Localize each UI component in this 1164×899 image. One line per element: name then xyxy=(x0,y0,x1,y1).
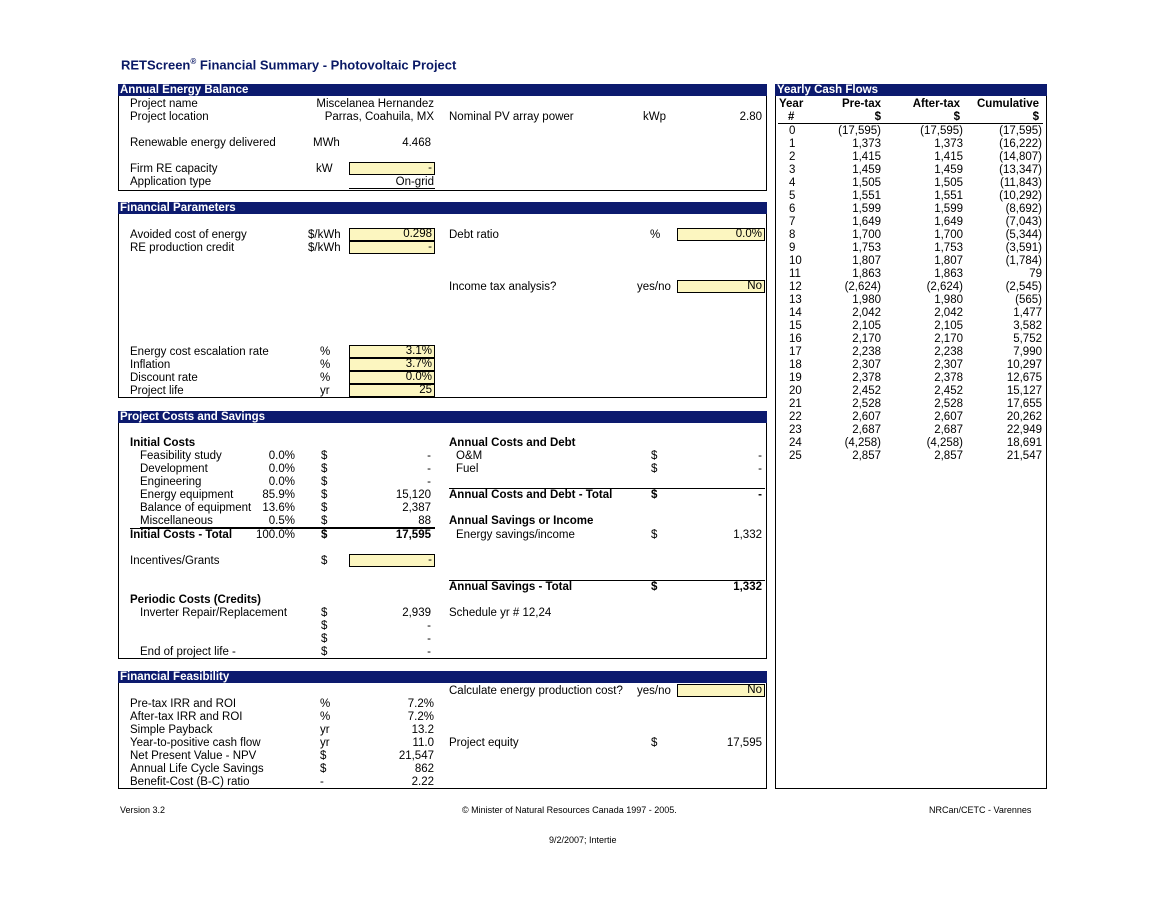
cashflow-year-cell: 7 xyxy=(789,216,796,228)
feasibility-unit: $ xyxy=(320,763,327,775)
re-delivered-value: 4.468 xyxy=(402,137,431,149)
cost-item-currency: $ xyxy=(321,463,328,475)
cashflow-aftertax-cell: 1,700 xyxy=(934,229,963,241)
initial-total-value: 17,595 xyxy=(395,529,431,541)
cashflow-pretax-cell: 1,459 xyxy=(852,164,881,176)
cost-item-label: Development xyxy=(140,463,208,475)
col-cumulative-sub: $ xyxy=(1032,111,1039,123)
cashflow-year-column xyxy=(789,125,809,463)
cashflow-aftertax-cell: 2,042 xyxy=(934,307,963,319)
cashflow-pretax-cell: 1,980 xyxy=(852,294,881,306)
application-underline xyxy=(349,188,435,189)
initial-total-label: Initial Costs - Total xyxy=(130,529,233,541)
cashflow-pretax-cell: 1,599 xyxy=(852,203,881,215)
cost-item-pct: 85.9% xyxy=(262,489,295,501)
discount-rate-label: Discount rate xyxy=(130,372,198,384)
cashflow-cumulative-cell: (565) xyxy=(1015,294,1042,306)
cashflow-header-rule xyxy=(778,123,1043,124)
cashflow-pretax-cell: (4,258) xyxy=(844,437,881,449)
feasibility-label: Pre-tax IRR and ROI xyxy=(130,698,237,710)
feasibility-value: 2.22 xyxy=(411,776,434,788)
cashflow-cumulative-cell: 22,949 xyxy=(1006,424,1042,436)
cashflow-aftertax-cell: 1,373 xyxy=(934,138,963,150)
cashflow-cumulative-cell: (11,843) xyxy=(1000,177,1042,189)
cost-item-pct: 0.5% xyxy=(268,515,295,527)
savings-total-currency: $ xyxy=(651,581,658,593)
feasibility-label: Annual Life Cycle Savings xyxy=(130,763,264,775)
end-of-life-currency: $ xyxy=(321,646,328,658)
cashflow-aftertax-cell: 2,238 xyxy=(934,346,963,358)
energy-savings-currency: $ xyxy=(651,529,658,541)
cashflow-cumulative-cell: (2,545) xyxy=(1005,281,1042,293)
cost-item-pct: 0.0% xyxy=(268,463,295,475)
escalation-label: Energy cost escalation rate xyxy=(130,346,269,358)
energy-savings-label: Energy savings/income xyxy=(456,529,575,541)
cashflow-pretax-cell: 2,378 xyxy=(852,372,881,384)
project-equity-value: 17,595 xyxy=(726,737,762,749)
pv-power-label: Nominal PV array power xyxy=(449,111,574,123)
re-credit-label: RE production credit xyxy=(130,242,235,254)
cashflow-aftertax-column xyxy=(900,125,963,463)
col-aftertax-sub: $ xyxy=(953,111,960,123)
cost-item-label: Energy equipment xyxy=(140,489,234,501)
income-tax-unit: yes/no xyxy=(637,281,671,293)
cashflow-aftertax-cell: 2,687 xyxy=(934,424,963,436)
cashflow-cumulative-cell: 15,127 xyxy=(1006,385,1042,397)
copyright-text: © Minister of Natural Resources Canada 1997 - 2005. xyxy=(462,805,677,815)
feasibility-value: 7.2% xyxy=(407,711,434,723)
project-name-label: Project name xyxy=(130,98,198,110)
version-text: Version 3.2 xyxy=(120,805,166,815)
cashflow-year-cell: 5 xyxy=(789,190,796,202)
feasibility-label: Year-to-positive cash flow xyxy=(130,737,261,749)
cashflow-pretax-cell: 2,607 xyxy=(852,411,881,423)
project-location-label: Project location xyxy=(130,111,209,123)
project-equity-label: Project equity xyxy=(449,737,519,749)
cashflow-cumulative-cell: (14,807) xyxy=(999,151,1042,163)
avoided-cost-input[interactable]: 0.298 xyxy=(349,228,435,241)
cashflow-cumulative-cell: (17,595) xyxy=(999,125,1042,137)
cashflow-year-cell: 10 xyxy=(789,255,802,267)
feasibility-unit: - xyxy=(320,776,324,788)
cashflow-year-cell: 16 xyxy=(789,333,802,345)
cashflow-aftertax-cell: (17,595) xyxy=(920,125,963,137)
cashflow-aftertax-cell: 1,753 xyxy=(934,242,963,254)
cashflow-cumulative-cell: 20,262 xyxy=(1006,411,1042,423)
feasibility-unit: yr xyxy=(320,724,330,736)
cashflow-aftertax-cell: 2,528 xyxy=(934,398,963,410)
cashflow-year-cell: 6 xyxy=(789,203,796,215)
cost-item-value: - xyxy=(427,450,431,462)
om-currency: $ xyxy=(651,450,658,462)
cashflow-pretax-cell: 2,528 xyxy=(852,398,881,410)
cashflow-aftertax-cell: 2,452 xyxy=(934,385,963,397)
cashflow-pretax-cell: 2,042 xyxy=(852,307,881,319)
cashflow-aftertax-cell: 1,599 xyxy=(934,203,963,215)
cashflow-pretax-cell: 1,700 xyxy=(852,229,881,241)
debt-ratio-label: Debt ratio xyxy=(449,229,499,241)
escalation-unit: % xyxy=(320,346,331,358)
cashflow-aftertax-cell: 2,378 xyxy=(934,372,963,384)
cashflow-pretax-cell: 2,105 xyxy=(852,320,881,332)
cashflow-year-cell: 1 xyxy=(789,138,796,150)
cashflow-year-cell: 4 xyxy=(789,177,796,189)
cashflow-cumulative-cell: 21,547 xyxy=(1006,450,1042,462)
cost-item-value: - xyxy=(427,463,431,475)
annual-total-currency: $ xyxy=(651,489,658,501)
cashflow-year-cell: 25 xyxy=(789,450,802,462)
cashflow-aftertax-cell: 1,863 xyxy=(934,268,963,280)
feasibility-value: 11.0 xyxy=(412,737,434,749)
calc-production-cost-input[interactable]: No xyxy=(677,684,765,697)
cashflow-aftertax-cell: 1,505 xyxy=(934,177,963,189)
fuel-currency: $ xyxy=(651,463,658,475)
project-equity-currency: $ xyxy=(651,737,658,749)
cashflow-year-cell: 18 xyxy=(789,359,802,371)
fuel-label: Fuel xyxy=(456,463,479,475)
initial-costs-title: Initial Costs xyxy=(130,437,196,449)
cost-item-value: 15,120 xyxy=(395,489,431,501)
project-costs-header: Project Costs and Savings xyxy=(118,411,767,423)
annual-savings-title: Annual Savings or Income xyxy=(449,515,594,527)
cashflow-cumulative-column xyxy=(970,125,1042,463)
cashflow-cumulative-cell: 5,752 xyxy=(1013,333,1042,345)
cashflow-aftertax-cell: 2,307 xyxy=(934,359,963,371)
cashflow-pretax-cell: 2,452 xyxy=(852,385,881,397)
savings-total-value: 1,332 xyxy=(733,581,762,593)
energy-balance-header: Annual Energy Balance xyxy=(118,84,767,96)
feasibility-unit: $ xyxy=(320,750,327,762)
date-text: 9/2/2007; Intertie xyxy=(549,835,617,845)
cashflow-pretax-cell: 2,238 xyxy=(852,346,881,358)
inverter-currency: $ xyxy=(321,607,328,619)
inverter-schedule: Schedule yr # 12,24 xyxy=(449,607,552,619)
organization-text: NRCan/CETC - Varennes xyxy=(929,805,1032,815)
col-cumulative-header: Cumulative xyxy=(977,98,1039,110)
incentives-input[interactable]: - xyxy=(349,554,435,567)
cashflow-aftertax-cell: (4,258) xyxy=(926,437,963,449)
cost-item-currency: $ xyxy=(321,515,328,527)
periodic-blank2-currency: $ xyxy=(321,633,328,645)
cashflow-aftertax-cell: 2,170 xyxy=(934,333,963,345)
cashflow-year-cell: 3 xyxy=(789,164,796,176)
cashflow-aftertax-cell: 1,415 xyxy=(934,151,963,163)
firm-capacity-unit: kW xyxy=(316,163,333,175)
cost-item-currency: $ xyxy=(321,502,328,514)
cashflow-year-cell: 21 xyxy=(789,398,802,410)
om-value: - xyxy=(758,450,762,462)
cashflow-year-cell: 19 xyxy=(789,372,802,384)
cashflow-cumulative-cell: (10,292) xyxy=(999,190,1042,202)
feasibility-label: Net Present Value - NPV xyxy=(130,750,257,762)
cashflow-aftertax-cell: (2,624) xyxy=(926,281,963,293)
cashflow-cumulative-cell: 7,990 xyxy=(1013,346,1042,358)
feasibility-label: Simple Payback xyxy=(130,724,213,736)
cashflow-cumulative-cell: 18,691 xyxy=(1006,437,1042,449)
cashflow-aftertax-cell: 1,980 xyxy=(934,294,963,306)
income-tax-label: Income tax analysis? xyxy=(449,281,557,293)
cashflow-pretax-cell: 1,863 xyxy=(852,268,881,280)
end-of-life-label: End of project life - xyxy=(140,646,236,658)
cashflow-aftertax-cell: 1,807 xyxy=(934,255,963,267)
periodic-blank1-value: - xyxy=(427,620,431,632)
incentives-label: Incentives/Grants xyxy=(130,555,220,567)
cashflow-pretax-cell: 2,857 xyxy=(852,450,881,462)
inflation-label: Inflation xyxy=(130,359,171,371)
cashflow-aftertax-cell: 1,459 xyxy=(934,164,963,176)
cost-item-currency: $ xyxy=(321,489,328,501)
cashflow-cumulative-cell: 17,655 xyxy=(1006,398,1042,410)
cashflow-pretax-cell: 1,505 xyxy=(852,177,881,189)
cashflow-year-cell: 22 xyxy=(789,411,802,423)
cashflow-pretax-cell: 2,170 xyxy=(852,333,881,345)
cashflow-year-cell: 12 xyxy=(789,281,802,293)
cashflow-pretax-cell: 2,307 xyxy=(852,359,881,371)
cashflow-year-cell: 2 xyxy=(789,151,796,163)
cost-item-value: 2,387 xyxy=(402,502,431,514)
feasibility-label: After-tax IRR and ROI xyxy=(130,711,243,723)
cashflow-pretax-cell: 1,551 xyxy=(852,190,881,202)
cost-item-value: 88 xyxy=(418,515,431,527)
cashflow-pretax-cell: (17,595) xyxy=(838,125,881,137)
cashflow-pretax-cell: 1,753 xyxy=(852,242,881,254)
col-year-header: Year xyxy=(779,98,804,110)
cashflow-year-cell: 13 xyxy=(789,294,802,306)
annual-total-label: Annual Costs and Debt - Total xyxy=(449,489,613,501)
cashflow-year-cell: 0 xyxy=(789,125,796,137)
re-delivered-unit: MWh xyxy=(313,137,340,149)
annual-total-value: - xyxy=(758,489,762,501)
debt-ratio-input[interactable]: 0.0% xyxy=(677,228,765,241)
cashflow-pretax-cell: 1,415 xyxy=(852,151,881,163)
cashflow-pretax-cell: 1,807 xyxy=(852,255,881,267)
cashflow-pretax-cell: (2,624) xyxy=(844,281,881,293)
cashflow-pretax-cell: 1,373 xyxy=(852,138,881,150)
incentives-currency: $ xyxy=(321,555,328,567)
cashflow-cumulative-cell: (3,591) xyxy=(1005,242,1042,254)
cashflow-aftertax-cell: 1,649 xyxy=(934,216,963,228)
cashflow-year-cell: 20 xyxy=(789,385,802,397)
financial-parameters-header: Financial Parameters xyxy=(118,202,767,214)
annual-costs-title: Annual Costs and Debt xyxy=(449,437,576,449)
cost-item-pct: 0.0% xyxy=(268,476,295,488)
debt-ratio-unit: % xyxy=(650,229,661,241)
feasibility-value: 21,547 xyxy=(398,750,434,762)
cashflow-aftertax-cell: 1,551 xyxy=(934,190,963,202)
feasibility-unit: % xyxy=(320,698,331,710)
savings-total-label: Annual Savings - Total xyxy=(449,581,573,593)
col-pretax-sub: $ xyxy=(874,111,881,123)
cost-item-pct: 13.6% xyxy=(262,502,295,514)
income-tax-input[interactable]: No xyxy=(677,280,765,293)
cashflow-aftertax-cell: 2,105 xyxy=(934,320,963,332)
feasibility-value: 862 xyxy=(414,763,434,775)
project-life-label: Project life xyxy=(130,385,184,397)
cashflow-year-cell: 15 xyxy=(789,320,802,332)
feasibility-unit: yr xyxy=(320,737,330,749)
cost-item-label: Feasibility study xyxy=(140,450,222,462)
cost-item-label: Engineering xyxy=(140,476,202,488)
project-location-value: Parras, Coahuila, MX xyxy=(324,111,434,123)
calc-production-cost-unit: yes/no xyxy=(637,685,671,697)
avoided-cost-unit: $/kWh xyxy=(308,229,341,241)
escalation-input[interactable]: 3.1% xyxy=(349,345,435,358)
calc-production-cost-label: Calculate energy production cost? xyxy=(449,685,623,697)
end-of-life-value: - xyxy=(427,646,431,658)
inflation-unit: % xyxy=(320,359,331,371)
cashflow-pretax-column xyxy=(820,125,881,463)
cashflow-cumulative-cell: (13,347) xyxy=(999,164,1042,176)
cashflow-aftertax-cell: 2,607 xyxy=(934,411,963,423)
cashflow-year-cell: 23 xyxy=(789,424,802,436)
cashflow-aftertax-cell: 2,857 xyxy=(934,450,963,462)
pv-power-value: 2.80 xyxy=(739,111,762,123)
cashflow-cumulative-cell: (8,692) xyxy=(1005,203,1042,215)
initial-total-pct: 100.0% xyxy=(255,529,295,541)
col-aftertax-header: After-tax xyxy=(912,98,960,110)
application-type-value: On-grid xyxy=(395,176,434,188)
firm-capacity-input[interactable]: - xyxy=(349,162,435,175)
cashflow-cumulative-cell: (7,043) xyxy=(1005,216,1042,228)
re-credit-input[interactable]: - xyxy=(349,241,435,254)
cashflow-year-cell: 11 xyxy=(789,268,801,280)
feasibility-unit: % xyxy=(320,711,331,723)
cost-item-value: - xyxy=(427,476,431,488)
cashflow-year-cell: 8 xyxy=(789,229,796,241)
cashflow-cumulative-cell: (16,222) xyxy=(999,138,1042,150)
periodic-blank2-value: - xyxy=(427,633,431,645)
energy-savings-value: 1,332 xyxy=(733,529,762,541)
project-life-unit: yr xyxy=(320,385,330,397)
yearly-cash-flows-header: Yearly Cash Flows xyxy=(775,84,1047,96)
project-life-input[interactable]: 25 xyxy=(349,384,435,397)
discount-rate-unit: % xyxy=(320,372,331,384)
cashflow-cumulative-cell: 79 xyxy=(1029,268,1042,280)
cashflow-pretax-cell: 1,649 xyxy=(852,216,881,228)
cashflow-year-cell: 9 xyxy=(789,242,796,254)
feasibility-value: 13.2 xyxy=(411,724,434,736)
re-delivered-label: Renewable energy delivered xyxy=(130,137,276,149)
initial-total-currency: $ xyxy=(321,529,328,541)
feasibility-label: Benefit-Cost (B-C) ratio xyxy=(130,776,250,788)
cashflow-pretax-cell: 2,687 xyxy=(852,424,881,436)
application-type-label: Application type xyxy=(130,176,212,188)
cashflow-year-cell: 17 xyxy=(789,346,802,358)
cost-item-currency: $ xyxy=(321,476,328,488)
page-title: RETScreen® Financial Summary - Photovoltaic Project xyxy=(121,57,457,73)
col-pretax-header: Pre-tax xyxy=(842,98,881,110)
inverter-label: Inverter Repair/Replacement xyxy=(140,607,288,619)
firm-capacity-label: Firm RE capacity xyxy=(130,163,218,175)
financial-feasibility-header: Financial Feasibility xyxy=(118,671,767,683)
col-year-sub: # xyxy=(788,111,795,123)
cashflow-cumulative-cell: 1,477 xyxy=(1013,307,1042,319)
cashflow-year-cell: 14 xyxy=(789,307,802,319)
cost-item-currency: $ xyxy=(321,450,328,462)
periodic-blank1-currency: $ xyxy=(321,620,328,632)
cashflow-cumulative-cell: (5,344) xyxy=(1005,229,1042,241)
cost-item-label: Miscellaneous xyxy=(140,515,213,527)
inflation-input[interactable]: 3.7% xyxy=(349,358,435,371)
cashflow-cumulative-cell: (1,784) xyxy=(1005,255,1042,267)
cashflow-year-cell: 24 xyxy=(789,437,802,449)
om-label: O&M xyxy=(456,450,483,462)
cost-item-label: Balance of equipment xyxy=(140,502,252,514)
inverter-value: 2,939 xyxy=(402,607,431,619)
periodic-costs-title: Periodic Costs (Credits) xyxy=(130,594,261,606)
discount-rate-input[interactable]: 0.0% xyxy=(349,371,435,384)
cashflow-cumulative-cell: 12,675 xyxy=(1006,372,1042,384)
fuel-value: - xyxy=(758,463,762,475)
avoided-cost-label: Avoided cost of energy xyxy=(130,229,247,241)
cashflow-cumulative-cell: 10,297 xyxy=(1006,359,1042,371)
cashflow-cumulative-cell: 3,582 xyxy=(1013,320,1042,332)
re-credit-unit: $/kWh xyxy=(308,242,341,254)
cost-item-pct: 0.0% xyxy=(268,450,295,462)
feasibility-value: 7.2% xyxy=(407,698,434,710)
project-name-value: Miscelanea Hernandez xyxy=(316,98,434,110)
pv-power-unit: kWp xyxy=(643,111,666,123)
